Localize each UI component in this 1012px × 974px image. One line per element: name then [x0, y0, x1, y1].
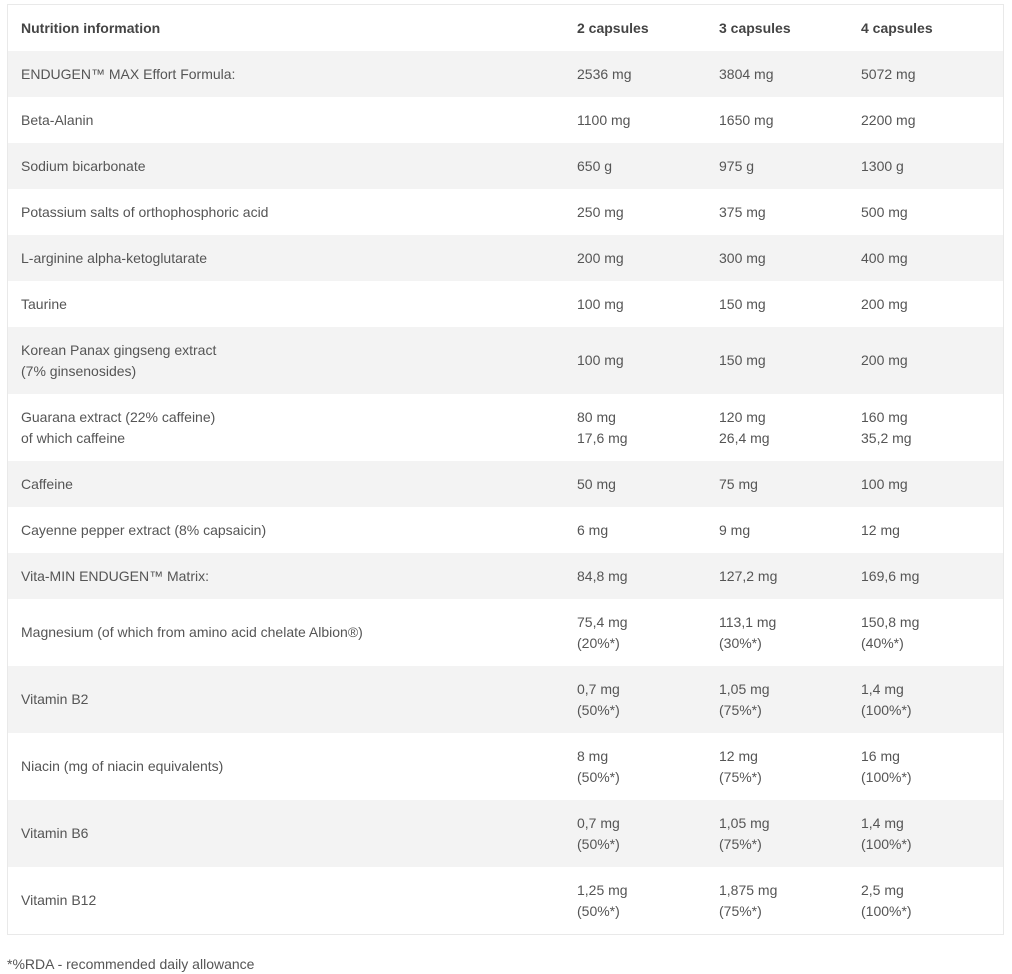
amount-3-capsules-line: 150 mg [719, 352, 766, 368]
amount-4-capsules [848, 867, 1003, 934]
ingredient-name-line: Vitamin B6 [21, 825, 89, 841]
amount-4-capsules-line: 1,4 mg [861, 680, 904, 697]
amount-4-capsules [848, 599, 1003, 666]
amount-3-capsules-line: (75%*) [719, 835, 762, 852]
ingredient-name [8, 599, 564, 666]
amount-3-capsules-line: 300 mg [719, 249, 766, 266]
amount-2-capsules-line: 0,7 mg [577, 814, 620, 831]
ingredient-name-line: Magnesium (of which from amino acid chelate Albion®) [21, 624, 363, 640]
amount-2-capsules-line: (50%*) [577, 768, 620, 785]
amount-4-capsules [848, 143, 1003, 189]
amount-4-capsules-line: 16 mg [861, 747, 900, 764]
table-row [8, 235, 1003, 281]
table-row [8, 733, 1003, 800]
amount-2-capsules-line: 8 mg [577, 747, 609, 764]
amount-3-capsules-line: 1,875 mg [719, 881, 778, 898]
amount-4-capsules-line: 35,2 mg [861, 429, 912, 446]
ingredient-name [8, 189, 564, 235]
ingredient-name-line: Cayenne pepper extract (8% capsaicin) [21, 521, 267, 538]
amount-4-capsules [848, 394, 1003, 461]
amount-2-capsules [564, 189, 706, 235]
amount-3-capsules [706, 507, 848, 553]
table-row [8, 666, 1003, 733]
nutrition-table-container [7, 4, 1004, 935]
amount-2-capsules-line: 0,7 mg [577, 680, 620, 697]
amount-2-capsules-line: 50 mg [577, 475, 616, 492]
footnote-rda: *%RDA - recommended daily allowance [7, 956, 255, 972]
ingredient-name-line: Potassium salts of orthophosphoric acid [21, 203, 269, 220]
amount-3-capsules-line: 3804 mg [719, 65, 774, 82]
column-header-nutrition: Nutrition information [8, 5, 564, 51]
amount-2-capsules [564, 394, 706, 461]
ingredient-name-line: Sodium bicarbonate [21, 157, 146, 174]
amount-4-capsules-line: 1,4 mg [861, 814, 904, 831]
amount-3-capsules-line: 127,2 mg [719, 567, 778, 584]
amount-2-capsules-line: 100 mg [577, 295, 624, 312]
ingredient-name-line: (7% ginsenosides) [21, 362, 137, 379]
amount-4-capsules [848, 553, 1003, 599]
amount-3-capsules-line: (30%*) [719, 634, 762, 651]
amount-2-capsules [564, 599, 706, 666]
table-row [8, 281, 1003, 327]
amount-3-capsules-line: 12 mg [719, 747, 758, 764]
column-header-3-capsules: 3 capsules [706, 5, 848, 51]
table-row [8, 394, 1003, 461]
amount-3-capsules [706, 143, 848, 189]
ingredient-name [8, 800, 564, 867]
amount-3-capsules-line: 1,05 mg [719, 680, 770, 697]
amount-2-capsules-line: (50%*) [577, 835, 620, 852]
amount-3-capsules [706, 733, 848, 800]
column-header-4-capsules: 4 capsules [848, 5, 1003, 51]
amount-2-capsules-line: 650 g [577, 157, 613, 174]
table-body [8, 51, 1003, 934]
ingredient-name [8, 507, 564, 553]
amount-3-capsules [706, 235, 848, 281]
table-row [8, 507, 1003, 553]
amount-3-capsules-line: 150 mg [719, 295, 766, 312]
amount-4-capsules-line: 2200 mg [861, 111, 916, 128]
amount-4-capsules [848, 235, 1003, 281]
amount-4-capsules-line: (100%*) [861, 768, 912, 785]
amount-3-capsules-line: (75%*) [719, 701, 762, 718]
amount-2-capsules-line: 100 mg [577, 352, 624, 368]
table-row [8, 51, 1003, 97]
amount-4-capsules [848, 327, 1003, 394]
table-row [8, 97, 1003, 143]
amount-3-capsules [706, 461, 848, 507]
table-row [8, 800, 1003, 867]
amount-4-capsules-line: 200 mg [861, 352, 908, 368]
amount-4-capsules-line: (100%*) [861, 835, 912, 852]
amount-3-capsules-line: (75%*) [719, 902, 762, 919]
amount-2-capsules-line: 17,6 mg [577, 429, 628, 446]
amount-2-capsules-line: 1,25 mg [577, 881, 628, 898]
ingredient-name [8, 666, 564, 733]
amount-4-capsules-line: (100%*) [861, 701, 912, 718]
amount-4-capsules-line: 400 mg [861, 249, 908, 266]
table-row [8, 189, 1003, 235]
ingredient-name [8, 867, 564, 934]
amount-3-capsules [706, 327, 848, 394]
table-row [8, 867, 1003, 934]
ingredient-name-line: of which caffeine [21, 429, 126, 446]
nutrition-table [8, 5, 1003, 934]
ingredient-name-line: Caffeine [21, 475, 73, 492]
amount-2-capsules-line: (20%*) [577, 634, 620, 651]
amount-2-capsules [564, 143, 706, 189]
ingredient-name-line: Vitamin B12 [21, 892, 97, 908]
amount-3-capsules [706, 51, 848, 97]
ingredient-name-line: Vitamin B2 [21, 691, 89, 707]
amount-4-capsules-line: 200 mg [861, 295, 908, 312]
amount-4-capsules [848, 189, 1003, 235]
ingredient-name [8, 51, 564, 97]
amount-3-capsules-line: 1650 mg [719, 111, 774, 128]
amount-2-capsules-line: 200 mg [577, 249, 624, 266]
amount-3-capsules-line: 120 mg [719, 408, 766, 425]
column-header-2-capsules: 2 capsules [564, 5, 706, 51]
amount-4-capsules-line: 5072 mg [861, 65, 916, 82]
ingredient-name-line: Vita-MIN ENDUGEN™ Matrix: [21, 567, 209, 584]
amount-3-capsules [706, 97, 848, 143]
amount-2-capsules [564, 553, 706, 599]
amount-3-capsules [706, 394, 848, 461]
amount-2-capsules-line: 2536 mg [577, 65, 632, 82]
ingredient-name-line: ENDUGEN™ MAX Effort Formula: [21, 65, 236, 82]
amount-4-capsules-line: 12 mg [861, 521, 900, 538]
amount-2-capsules [564, 281, 706, 327]
amount-2-capsules-line: (50%*) [577, 701, 620, 718]
amount-3-capsules [706, 553, 848, 599]
amount-4-capsules [848, 800, 1003, 867]
amount-4-capsules [848, 666, 1003, 733]
amount-2-capsules [564, 733, 706, 800]
ingredient-name-line: Beta-Alanin [21, 111, 94, 128]
ingredient-name-line: Guarana extract (22% caffeine) [21, 408, 216, 425]
amount-4-capsules [848, 461, 1003, 507]
amount-4-capsules-line: 1300 g [861, 157, 904, 174]
ingredient-name [8, 461, 564, 507]
amount-4-capsules-line: 100 mg [861, 475, 908, 492]
amount-4-capsules [848, 51, 1003, 97]
amount-2-capsules [564, 235, 706, 281]
table-row [8, 599, 1003, 666]
amount-2-capsules-line: 1100 mg [577, 111, 631, 128]
amount-3-capsules-line: 75 mg [719, 475, 758, 492]
amount-4-capsules [848, 97, 1003, 143]
ingredient-name [8, 143, 564, 189]
ingredient-name [8, 733, 564, 800]
amount-3-capsules [706, 666, 848, 733]
amount-2-capsules-line: 6 mg [577, 521, 609, 538]
amount-2-capsules-line: (50%*) [577, 902, 620, 919]
amount-3-capsules [706, 599, 848, 666]
amount-2-capsules [564, 867, 706, 934]
ingredient-name-line: Korean Panax gingseng extract [21, 341, 217, 358]
amount-3-capsules-line: 975 g [719, 157, 755, 174]
ingredient-name [8, 235, 564, 281]
amount-2-capsules-line: 75,4 mg [577, 613, 628, 630]
table-header-row [8, 5, 1003, 51]
table-row [8, 461, 1003, 507]
ingredient-name [8, 394, 564, 461]
amount-2-capsules [564, 97, 706, 143]
table-row [8, 143, 1003, 189]
amount-3-capsules-line: 375 mg [719, 203, 766, 220]
amount-3-capsules-line: 113,1 mg [719, 613, 777, 630]
amount-4-capsules-line: 2,5 mg [861, 881, 904, 898]
amount-3-capsules-line: (75%*) [719, 768, 762, 785]
amount-2-capsules-line: 84,8 mg [577, 567, 628, 584]
amount-4-capsules [848, 507, 1003, 553]
amount-3-capsules-line: 9 mg [719, 521, 751, 538]
amount-3-capsules [706, 281, 848, 327]
table-row [8, 327, 1003, 394]
table-row [8, 553, 1003, 599]
ingredient-name [8, 97, 564, 143]
amount-3-capsules [706, 800, 848, 867]
amount-2-capsules [564, 800, 706, 867]
ingredient-name [8, 281, 564, 327]
ingredient-name [8, 327, 564, 394]
amount-2-capsules-line: 80 mg [577, 408, 616, 425]
ingredient-name-line: Niacin (mg of niacin equivalents) [21, 758, 224, 774]
ingredient-name [8, 553, 564, 599]
amount-3-capsules-line: 26,4 mg [719, 429, 770, 446]
amount-2-capsules [564, 666, 706, 733]
amount-2-capsules [564, 507, 706, 553]
amount-4-capsules-line: 500 mg [861, 203, 908, 220]
ingredient-name-line: L-arginine alpha-ketoglutarate [21, 249, 208, 266]
amount-4-capsules-line: 150,8 mg [861, 613, 920, 630]
amount-4-capsules-line: (40%*) [861, 634, 904, 651]
amount-4-capsules [848, 281, 1003, 327]
amount-4-capsules-line: (100%*) [861, 902, 912, 919]
amount-4-capsules-line: 169,6 mg [861, 567, 920, 584]
amount-2-capsules [564, 51, 706, 97]
amount-2-capsules-line: 250 mg [577, 203, 624, 220]
amount-3-capsules [706, 867, 848, 934]
amount-2-capsules [564, 327, 706, 394]
amount-3-capsules-line: 1,05 mg [719, 814, 770, 831]
amount-3-capsules [706, 189, 848, 235]
amount-4-capsules [848, 733, 1003, 800]
ingredient-name-line: Taurine [21, 295, 67, 312]
amount-2-capsules [564, 461, 706, 507]
amount-4-capsules-line: 160 mg [861, 408, 908, 425]
